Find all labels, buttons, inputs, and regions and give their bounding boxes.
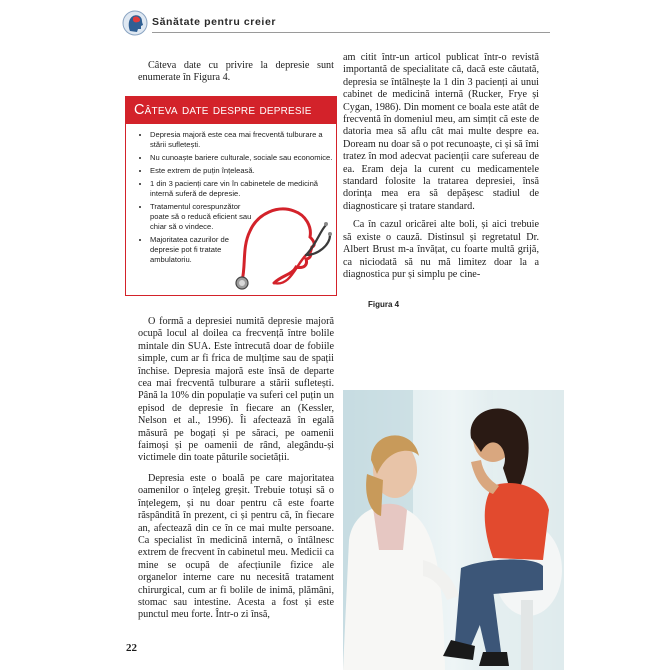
running-header — [122, 10, 550, 38]
facts-item: • 1 din 3 pacienți care vin în cabinetele de medicină internă suferă de depresie. — [150, 179, 340, 199]
facts-box-title: Câteva date despre depresie — [134, 102, 312, 118]
body-paragraph: am citit într-un articol publicat într-o revistă importantă de specialitate că, dacă este căutată, depresia se întâlnește la 1 din 3 pacienți ai unui cabinet de medicină internă (Rucker, Frye și Cygan, 1986). Din moment ce boala este atât de frecventă în domeniul meu, am simțit că este de datoria mea să aflu cât mai multe despre ea. Doream nu doar să o pot recunoaște, ci și să îmi tratez în mod adecvat pacienții care sufereau de ea. Eram deja la curent cu medicamentele standard folosite la tratarea depresiei, însă dorința mea era să depășesc stadiul de diagnosticare și tratare standard. — [343, 52, 539, 212]
header-title: Sănătate pentru creier — [152, 16, 277, 28]
intro-paragraph: Câteva date cu privire la depresie sunt enumerate în Figura 4. — [138, 60, 334, 84]
facts-box-title-bar — [126, 97, 336, 124]
brain-head-logo-icon — [122, 10, 148, 36]
facts-item: • Majoritatea cazurilor de depresie pot fi tratate ambulatoriu. — [150, 235, 254, 265]
left-column-intro — [138, 60, 334, 85]
page-number: 22 — [126, 642, 137, 654]
facts-box — [125, 96, 337, 296]
right-column-body — [343, 52, 539, 281]
header-rule — [152, 32, 550, 33]
left-column-body — [138, 316, 334, 622]
stethoscope-head-illustration-icon — [234, 195, 334, 291]
facts-item: • Tratamentul corespunzător poate să o reducă eficient sau chiar să o vindece. — [150, 202, 254, 232]
facts-item: • Nu cunoaște bariere culturale, sociale sau economice. — [150, 153, 340, 163]
facts-item: • Depresia majoră este cea mai frecventă tulburare a stării sufletești. — [150, 130, 340, 150]
body-paragraph: Depresia este o boală pe care majoritatea oamenilor o înțeleg greșit. Trebuie totuși să o înțelegem, și nu doar pentru că este foarte răspândită în prezent, ci și pentru că, în fiecare an, afectează din ce în ce mai multe persoane. Ca specialist în medicină internă, o întâlnesc extrem de frecvent în cabinetul meu. Medicii ca mine se ocupă de afecțiunile fizice ale organelor interne care nu necesită tratament chirurgical, cum ar fi bolile de inimă, plămâni, stomac sau intestine. Acesta a fost și este punctul meu forte. Într-o zi însă, — [138, 472, 334, 621]
doctor-patient-photo — [343, 390, 564, 670]
figure-caption: Figura 4 — [368, 300, 400, 309]
body-paragraph: O formă a depresiei numită depresie majoră ocupă locul al doilea ca frecvență între bolile mintale din SUA. Este întrecută doar de fobiile simple, cum ar fi frica de mulțime sau de spații închise. Depresia majoră este însă de departe cea mai frecventă tulburare a stării sufletești. Până la 10% din populație va suferi cel puțin un episod de depresie în fiecare an (Kessler, Nelson et al., 1996). Îi afectează în egală măsură pe bogați și pe săraci, pe oamenii faimoși și pe oamenii de rând, alegându-și victimele din toate păturile societății. — [138, 316, 334, 464]
body-paragraph: Ca în cazul oricărei alte boli, și aici trebuie să existe o cauză. Distinsul și regretatul Dr. Albert Brust m-a învățat, cu foarte multă grijă, ca niciodată să nu mă limitez doar la a diagnostica pur și simplu pe cine- — [343, 219, 539, 280]
facts-item: • Este extrem de puțin înțeleasă. — [150, 166, 340, 176]
